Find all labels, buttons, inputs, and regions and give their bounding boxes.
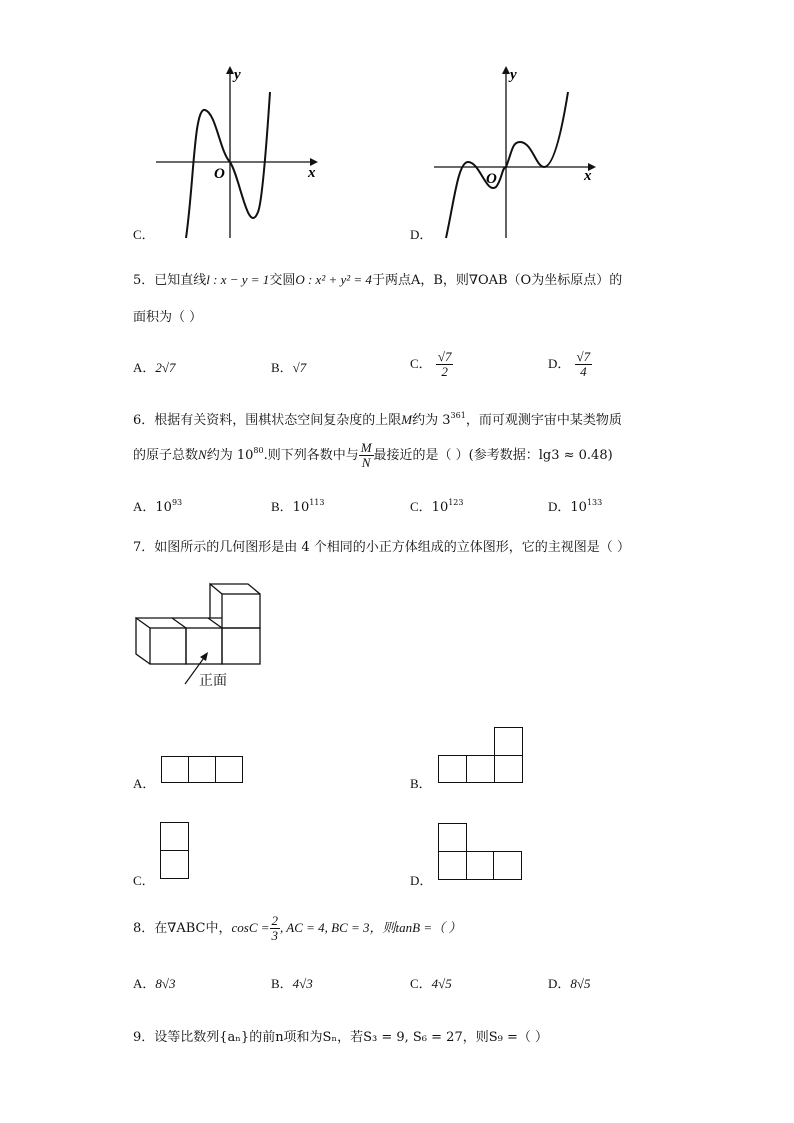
option-label: A． — [133, 360, 156, 375]
q6-option-a[interactable] — [133, 494, 182, 517]
q6-text-a: 6．根据有关资料，围棋状态空间复杂度的上限 — [133, 413, 402, 428]
option-label: B． — [271, 499, 293, 514]
fraction-numerator: √7 — [576, 349, 591, 364]
q8-option-c[interactable] — [410, 975, 452, 994]
q6-option-d[interactable] — [548, 494, 602, 517]
y-axis-label: y — [510, 67, 517, 83]
q5-mid: 交圆 — [269, 273, 296, 288]
cube-front-1 — [150, 628, 186, 664]
q7-option-b-label[interactable]: B． — [410, 776, 432, 791]
q6-text-b: 约为 3 — [412, 413, 451, 428]
origin-label: O — [486, 171, 497, 187]
q8-option-a[interactable] — [133, 975, 176, 994]
q6-text-c: ，而可观测宇宙中某类物质 — [465, 413, 622, 428]
q6-text-d: 的原子总数 — [133, 448, 199, 463]
q6-stem-line2 — [133, 441, 613, 470]
graph-c-label: C． — [133, 227, 155, 242]
q8-rest: , AC = 4, BC = 3，则tanB =（ ） — [280, 920, 462, 935]
option-exponent: 93 — [171, 498, 183, 507]
option-exponent: 133 — [586, 498, 603, 507]
option-fraction — [575, 350, 593, 379]
q8-stem — [133, 914, 461, 943]
q7-option-a-cell-3 — [215, 756, 243, 783]
option-value: 4√5 — [431, 976, 452, 991]
fraction-numerator: M — [360, 440, 372, 455]
option-exponent: 113 — [309, 498, 325, 507]
q6-option-c[interactable] — [410, 494, 464, 517]
option-label: C． — [410, 499, 432, 514]
q8-prefix: 8．在∇ABC中， — [133, 921, 232, 936]
q7-option-d-cell-2 — [438, 851, 467, 880]
graph-d — [428, 62, 608, 242]
fraction-denominator: 2 — [441, 364, 448, 379]
option-value: 8√5 — [570, 976, 591, 991]
fraction-denominator: N — [361, 455, 371, 470]
cube-side — [136, 618, 150, 664]
q5-suffix: 于两点A，B，则∇OAB（O为坐标原点）的 — [371, 273, 623, 288]
q7-option-b-cell-1 — [438, 755, 467, 783]
option-label: A． — [133, 499, 156, 514]
q6-text-f: .则下列各数中与 — [263, 448, 359, 463]
q5-line-eq: l : x − y = 1 — [206, 272, 270, 287]
q8-option-b[interactable] — [271, 975, 313, 994]
q5-circle-eq: O : x² + y² = 4 — [295, 272, 372, 287]
cube-front-4 — [222, 594, 260, 628]
q6-var-m: M — [401, 412, 413, 427]
q6-text-g: 最接近的是（ ）(参考数据：lg3 ≈ 0.48) — [373, 448, 613, 463]
y-axis-arrow — [502, 66, 510, 74]
option-base: 10 — [292, 500, 310, 515]
option-label: C． — [410, 356, 432, 371]
q7-option-b-cell-4 — [494, 727, 523, 756]
q7-front-label: 正面 — [199, 673, 227, 689]
q7-option-a-cell-2 — [188, 756, 216, 783]
q8-option-d[interactable] — [548, 975, 591, 994]
option-base: 10 — [570, 500, 587, 515]
fraction-numerator: √7 — [437, 349, 452, 364]
graph-c — [150, 62, 330, 242]
q7-option-d-label[interactable]: D． — [410, 873, 433, 888]
q7-option-c-cell-1 — [160, 822, 189, 851]
q5-stem-line2: 面积为（ ） — [133, 310, 203, 325]
option-label: D． — [548, 976, 571, 991]
option-value: 8√3 — [155, 976, 176, 991]
front-arrow-head — [200, 652, 208, 661]
y-axis-label: y — [234, 67, 241, 83]
option-label: A． — [133, 976, 156, 991]
option-exponent: 123 — [448, 498, 464, 507]
q6-exp-m: 361 — [450, 411, 466, 420]
q7-option-a-cell-1 — [161, 756, 189, 783]
q6-var-n: N — [198, 447, 207, 462]
q5-option-a[interactable] — [133, 359, 176, 378]
y-axis-arrow — [226, 66, 234, 74]
fraction-denominator: 4 — [580, 364, 587, 379]
q6-fraction — [359, 441, 374, 470]
q5-stem-line1 — [133, 271, 622, 290]
option-label: D． — [548, 356, 571, 371]
q6-option-b[interactable] — [271, 494, 325, 517]
cube-front-3 — [222, 628, 260, 664]
q5-prefix: 5．已知直线 — [133, 273, 207, 288]
option-label: C． — [410, 976, 432, 991]
q7-stem: 7．如图所示的几何图形是由 4 个相同的小正方体组成的立体图形，它的主视图是（ ） — [133, 540, 630, 555]
fraction-denominator: 3 — [271, 928, 279, 943]
q5-option-c[interactable] — [410, 350, 453, 379]
q7-option-d-cell-1 — [438, 823, 467, 852]
q8-fraction — [270, 914, 281, 943]
q7-option-a-label[interactable]: A． — [133, 776, 156, 791]
option-value: √7 — [292, 360, 307, 375]
option-label: D． — [548, 499, 571, 514]
q6-exp-n: 80 — [253, 446, 264, 455]
option-fraction — [436, 350, 454, 379]
q7-option-d-cell-4 — [493, 851, 522, 880]
q9-stem: 9．设等比数列{aₙ}的前n项和为Sₙ，若S₃ = 9, S₆ = 27，则S₉ =（ ） — [133, 1030, 548, 1045]
q5-option-d[interactable] — [548, 350, 592, 379]
fraction-numerator: 2 — [271, 913, 279, 928]
q7-option-b-cell-2 — [466, 755, 495, 783]
option-label: B． — [271, 976, 293, 991]
option-base: 10 — [155, 500, 172, 515]
curve-d — [446, 92, 568, 238]
q6-stem-line1 — [133, 407, 622, 430]
option-base: 10 — [431, 500, 449, 515]
q8-cos: cosC = — [231, 920, 270, 935]
curve-c — [186, 92, 270, 238]
q7-option-b-cell-3 — [494, 755, 523, 783]
x-axis-label: x — [584, 168, 592, 184]
x-axis-label: x — [308, 165, 316, 181]
q6-text-e: 约为 10 — [206, 448, 254, 463]
option-value: 4√3 — [292, 976, 313, 991]
graph-d-label: D． — [410, 227, 433, 242]
option-value: 2√7 — [155, 360, 176, 375]
origin-label: O — [214, 166, 225, 182]
cube-top-upper — [210, 584, 260, 618]
q5-option-b[interactable] — [271, 359, 306, 378]
q7-option-c-label[interactable]: C． — [133, 873, 155, 888]
option-label: B． — [271, 360, 293, 375]
q7-option-d-cell-3 — [466, 851, 494, 880]
q7-option-c-cell-2 — [160, 850, 189, 879]
